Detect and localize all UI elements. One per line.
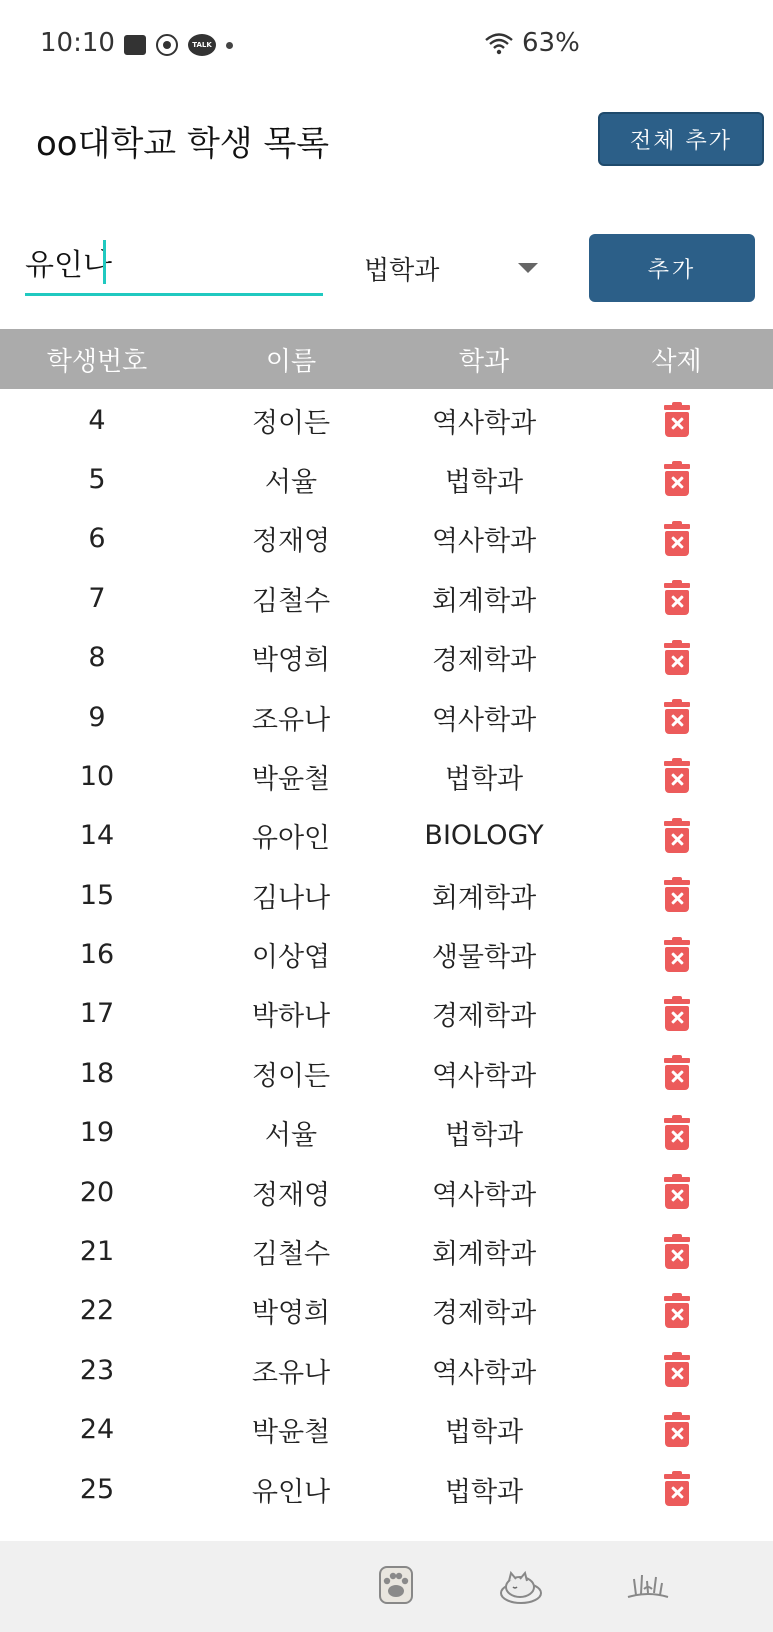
- delete-button[interactable]: [580, 1472, 773, 1506]
- trash-icon-lid: [664, 1177, 690, 1182]
- department-select[interactable]: [364, 240, 544, 296]
- delete-button[interactable]: [580, 462, 773, 496]
- delete-button[interactable]: [580, 403, 773, 437]
- column-header-student-id: 학생번호: [46, 346, 148, 377]
- text-caret: [103, 240, 106, 284]
- student-id-cell: 7: [88, 582, 106, 614]
- status-right: [484, 28, 580, 58]
- column-header-name: 이름: [265, 346, 317, 377]
- student-id-cell: 9: [88, 701, 106, 733]
- table-row: [0, 569, 773, 628]
- student-id-cell: 17: [79, 998, 115, 1030]
- trash-icon-lid: [664, 880, 690, 885]
- student-name-cell: 정재영: [251, 526, 331, 558]
- student-department-cell: 경제학과: [431, 645, 537, 677]
- delete-button[interactable]: [580, 641, 773, 675]
- trash-icon-lid: [664, 1415, 690, 1420]
- student-id-cell: 21: [79, 1236, 115, 1268]
- student-name-cell: 서율: [264, 1120, 318, 1152]
- notification-dot-icon: [226, 42, 233, 49]
- table-row: [0, 1400, 773, 1459]
- delete-button[interactable]: [580, 522, 773, 556]
- trash-icon-lid: [664, 405, 690, 410]
- paw-icon[interactable]: [374, 1563, 418, 1607]
- student-department-cell: 법학과: [444, 1476, 524, 1508]
- cat-icon[interactable]: [498, 1563, 544, 1607]
- table-row: [0, 925, 773, 984]
- student-id-cell: 20: [79, 1176, 115, 1208]
- trash-icon: [664, 759, 690, 793]
- delete-button[interactable]: [580, 759, 773, 793]
- trash-icon: [664, 878, 690, 912]
- student-department-cell: 역사학과: [431, 407, 537, 439]
- table-row: [0, 1341, 773, 1400]
- trash-icon-lid: [664, 1296, 690, 1301]
- student-id-cell: 6: [88, 523, 106, 555]
- student-name-cell: 서율: [264, 466, 318, 498]
- student-name-cell: 박영희: [251, 1298, 331, 1330]
- table-row: [0, 509, 773, 568]
- trash-icon-lid: [664, 643, 690, 648]
- table-header: [0, 329, 773, 389]
- trash-icon-lid: [664, 940, 690, 945]
- student-name-cell: 유아인: [251, 823, 331, 855]
- student-department-cell: 회계학과: [431, 585, 537, 617]
- student-name-cell: 정이든: [251, 407, 331, 439]
- department-selected-value: 법학과: [364, 255, 440, 286]
- student-department-cell: 법학과: [444, 1417, 524, 1449]
- trash-icon: [664, 938, 690, 972]
- student-department-cell: 경제학과: [431, 1001, 537, 1033]
- student-department-cell: 법학과: [444, 466, 524, 498]
- delete-button[interactable]: [580, 1056, 773, 1090]
- student-list[interactable]: [0, 389, 773, 1541]
- student-id-cell: 4: [88, 404, 106, 436]
- table-row: [0, 390, 773, 449]
- delete-button[interactable]: [580, 1413, 773, 1447]
- status-time: 10:10: [40, 28, 115, 58]
- student-department-cell: 회계학과: [431, 1239, 537, 1271]
- trash-icon: [664, 522, 690, 556]
- delete-button[interactable]: [580, 1116, 773, 1150]
- chevron-down-icon: [518, 263, 538, 273]
- student-department-cell: 경제학과: [431, 1298, 537, 1330]
- battery-level: 63%: [522, 28, 580, 58]
- delete-button[interactable]: [580, 700, 773, 734]
- delete-button[interactable]: [580, 1353, 773, 1387]
- trash-icon: [664, 403, 690, 437]
- student-id-cell: 23: [79, 1354, 115, 1386]
- student-id-cell: 19: [79, 1117, 115, 1149]
- page-title: oo대학교 학생 목록: [36, 124, 330, 164]
- trash-icon-lid: [664, 1474, 690, 1479]
- trash-icon-lid: [664, 464, 690, 469]
- student-department-cell: 역사학과: [431, 704, 537, 736]
- trash-icon: [664, 1413, 690, 1447]
- delete-button[interactable]: [580, 1235, 773, 1269]
- student-name-cell: 이상엽: [251, 942, 331, 974]
- table-row: [0, 687, 773, 746]
- student-department-cell: 역사학과: [431, 526, 537, 558]
- student-department-cell: 법학과: [444, 1120, 524, 1152]
- student-department-cell: 역사학과: [431, 1060, 537, 1092]
- table-row: [0, 1459, 773, 1518]
- gallery-icon: [124, 35, 146, 55]
- trash-icon-lid: [664, 1118, 690, 1123]
- student-id-cell: 10: [79, 760, 115, 792]
- trash-icon: [664, 1116, 690, 1150]
- student-department-cell: 생물학과: [431, 942, 537, 974]
- delete-button[interactable]: [580, 997, 773, 1031]
- delete-button[interactable]: [580, 1175, 773, 1209]
- trash-icon-lid: [664, 1237, 690, 1242]
- table-row: [0, 984, 773, 1043]
- student-name-cell: 김나나: [251, 882, 331, 914]
- delete-button[interactable]: [580, 1294, 773, 1328]
- trash-icon-lid: [664, 821, 690, 826]
- student-id-cell: 18: [79, 1057, 115, 1089]
- table-row: [0, 628, 773, 687]
- trash-icon: [664, 997, 690, 1031]
- trash-icon: [664, 1472, 690, 1506]
- student-name-cell: 정이든: [251, 1060, 331, 1092]
- trash-icon: [664, 819, 690, 853]
- delete-button[interactable]: [580, 819, 773, 853]
- delete-button[interactable]: [580, 581, 773, 615]
- student-name-cell: 박윤철: [251, 763, 331, 795]
- student-name-cell: 정재영: [251, 1179, 331, 1211]
- trash-icon-lid: [664, 702, 690, 707]
- trash-icon-lid: [664, 761, 690, 766]
- table-row: [0, 1281, 773, 1340]
- status-bar: [0, 0, 773, 92]
- table-row: [0, 866, 773, 925]
- student-name-cell: 조유나: [251, 1357, 331, 1389]
- table-row: [0, 450, 773, 509]
- trash-icon: [664, 462, 690, 496]
- trash-icon: [664, 1294, 690, 1328]
- student-name-cell: 김철수: [251, 585, 331, 617]
- table-row: [0, 1044, 773, 1103]
- trash-icon-lid: [664, 999, 690, 1004]
- student-name-cell: 박윤철: [251, 1417, 331, 1449]
- notification-icons: [124, 34, 233, 56]
- add-button[interactable]: 추가: [589, 234, 755, 302]
- kakaotalk-icon: TALK: [188, 34, 216, 56]
- trash-icon: [664, 1056, 690, 1090]
- grass-icon[interactable]: [624, 1563, 672, 1607]
- trash-icon: [664, 1235, 690, 1269]
- student-id-cell: 22: [79, 1295, 115, 1327]
- table-row: [0, 1162, 773, 1221]
- student-department-cell: 역사학과: [431, 1357, 537, 1389]
- trash-icon: [664, 700, 690, 734]
- student-department-cell: 법학과: [444, 763, 524, 795]
- add-all-button[interactable]: 전체 추가: [598, 112, 764, 166]
- table-row: [0, 806, 773, 865]
- table-row: [0, 1222, 773, 1281]
- trash-icon-lid: [664, 583, 690, 588]
- student-name-cell: 김철수: [251, 1239, 331, 1271]
- student-id-cell: 15: [79, 879, 115, 911]
- trash-icon: [664, 1353, 690, 1387]
- student-id-cell: 5: [88, 463, 106, 495]
- trash-icon: [664, 581, 690, 615]
- wifi-icon: [484, 31, 514, 55]
- student-id-cell: 14: [79, 820, 115, 852]
- bottom-nav: [0, 1541, 773, 1632]
- trash-icon-lid: [664, 1355, 690, 1360]
- column-header-department: 학과: [458, 346, 510, 377]
- column-header-delete: 삭제: [651, 346, 702, 377]
- student-id-cell: 24: [79, 1414, 115, 1446]
- student-rows: [0, 389, 773, 1519]
- student-name-cell: 박하나: [251, 1001, 331, 1033]
- sync-icon: [156, 34, 178, 56]
- delete-button[interactable]: [580, 938, 773, 972]
- student-id-cell: 8: [88, 642, 106, 674]
- student-department-cell: 회계학과: [431, 882, 537, 914]
- student-name-cell: 유인나: [251, 1476, 331, 1508]
- student-name-cell: 조유나: [251, 704, 331, 736]
- student-id-cell: 16: [79, 939, 115, 971]
- student-department-cell: BIOLOGY: [424, 820, 544, 852]
- delete-button[interactable]: [580, 878, 773, 912]
- student-name-cell: 박영희: [251, 645, 331, 677]
- name-input[interactable]: [25, 234, 323, 290]
- student-id-cell: 25: [79, 1473, 115, 1505]
- trash-icon: [664, 1175, 690, 1209]
- trash-icon: [664, 641, 690, 675]
- table-row: [0, 747, 773, 806]
- trash-icon-lid: [664, 524, 690, 529]
- trash-icon-lid: [664, 1058, 690, 1063]
- table-row: [0, 1103, 773, 1162]
- name-field-container: [25, 234, 323, 296]
- student-department-cell: 역사학과: [431, 1179, 537, 1211]
